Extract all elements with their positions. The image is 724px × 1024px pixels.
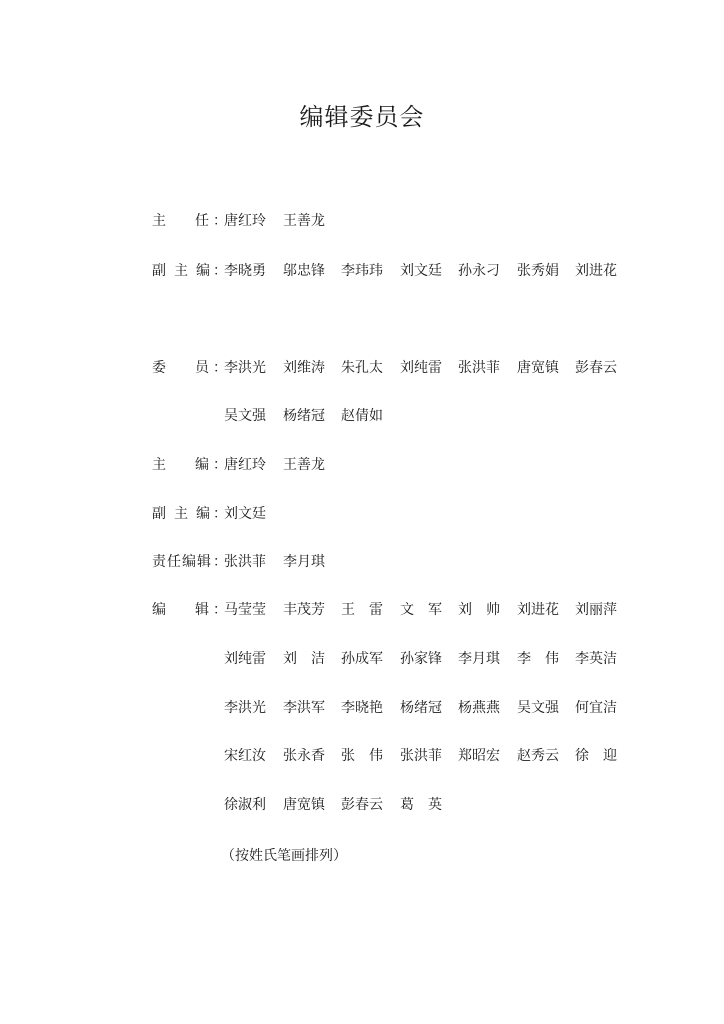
member-name: 唐红玲 [224, 457, 266, 473]
member-name: 刘文廷 [400, 263, 442, 279]
committee-row [0, 405, 724, 427]
member-name: 吴文强 [517, 700, 559, 716]
member-name: 杨绪冠 [400, 700, 442, 716]
member-name: 张洪菲 [458, 360, 500, 376]
member-name: 彭春云 [575, 360, 617, 376]
member-name: 李 伟 [517, 651, 559, 667]
member-name: 王 雷 [341, 602, 383, 618]
member-name: 李洪光 [224, 360, 266, 376]
member-name: 吴文强 [224, 408, 266, 424]
committee-row [0, 794, 724, 816]
member-name: 马莹莹 [224, 602, 266, 618]
role-colon: ： [213, 213, 227, 229]
member-name: 宋红汝 [224, 748, 266, 764]
committee-row: 主 任 ： 唐红玲 王善龙 [0, 210, 724, 232]
member-name: 文 军 [400, 602, 442, 618]
role-colon: ： [213, 457, 227, 473]
member-name: 刘文廷 [224, 506, 266, 522]
member-name: 张洪菲 [224, 554, 266, 570]
member-name: 赵倩如 [341, 408, 383, 424]
sort-note: （按姓氏笔画排列） [221, 848, 347, 864]
member-name: 孙家锋 [400, 651, 442, 667]
role-colon: ： [213, 360, 227, 376]
member-name: 李洪军 [283, 700, 325, 716]
committee-row: 副 主 编 ： 李晓勇 邬忠锋 李玮玮 刘文廷 孙永刁 张秀娟 刘进花 [0, 260, 724, 282]
committee-row: 副 主 编 ： 刘文廷 [0, 503, 724, 525]
committee-row: 主 编 ： 唐红玲 王善龙 [0, 454, 724, 476]
committee-row [0, 745, 724, 767]
member-name: 唐宽镇 [283, 797, 325, 813]
member-name: 李英洁 [575, 651, 617, 667]
member-name: 刘纯雷 [400, 360, 442, 376]
member-name: 李晓勇 [224, 263, 266, 279]
member-name: 李月琪 [458, 651, 500, 667]
member-name: 朱孔太 [341, 360, 383, 376]
member-name: 刘维涛 [283, 360, 325, 376]
member-name: 邬忠锋 [283, 263, 325, 279]
member-name: 杨燕燕 [458, 700, 500, 716]
committee-row [0, 648, 724, 670]
member-name: 杨绪冠 [283, 408, 325, 424]
member-name: 李洪光 [224, 700, 266, 716]
member-name: 徐淑利 [224, 797, 266, 813]
member-name: 丰茂芳 [283, 602, 325, 618]
member-name: 刘进花 [517, 602, 559, 618]
member-name: 赵秀云 [517, 748, 559, 764]
role-colon: ： [213, 263, 227, 279]
member-name: 葛 英 [400, 797, 442, 813]
role-colon: ： [213, 506, 227, 522]
committee-row: 委 员 ： 李洪光 刘维涛 朱孔太 刘纯雷 张洪菲 唐宽镇 彭春云 [0, 357, 724, 379]
member-name: 刘进花 [575, 263, 617, 279]
member-name: 刘 洁 [283, 651, 325, 667]
member-name: 唐红玲 [224, 213, 266, 229]
page-title: 编辑委员会 [299, 103, 425, 131]
member-name: 唐宽镇 [517, 360, 559, 376]
member-name: 李月琪 [283, 554, 325, 570]
member-name: 张 伟 [341, 748, 383, 764]
committee-row: 编 辑 ： 马莹莹 丰茂芳 王 雷 文 军 刘 帅 刘进花 刘丽萍 [0, 599, 724, 621]
member-name: 张永香 [283, 748, 325, 764]
committee-row: 责 任 编 辑 ： 张洪菲 李月琪 [0, 551, 724, 573]
role-colon: ： [213, 554, 227, 570]
committee-row [0, 308, 724, 330]
member-name: 王善龙 [283, 457, 325, 473]
member-name: 李玮玮 [341, 263, 383, 279]
committee-row [0, 697, 724, 719]
member-name: 张洪菲 [400, 748, 442, 764]
member-name: 张秀娟 [517, 263, 559, 279]
member-name: 刘纯雷 [224, 651, 266, 667]
member-name: 何宜洁 [575, 700, 617, 716]
member-name: 孙成军 [341, 651, 383, 667]
member-name: 李晓艳 [341, 700, 383, 716]
member-name: 刘丽萍 [575, 602, 617, 618]
member-name: 彭春云 [341, 797, 383, 813]
role-colon: ： [213, 602, 227, 618]
member-name: 徐 迎 [575, 748, 617, 764]
member-name: 刘 帅 [458, 602, 500, 618]
member-name: 郑昭宏 [458, 748, 500, 764]
member-name: 王善龙 [283, 213, 325, 229]
member-name: 孙永刁 [458, 263, 500, 279]
